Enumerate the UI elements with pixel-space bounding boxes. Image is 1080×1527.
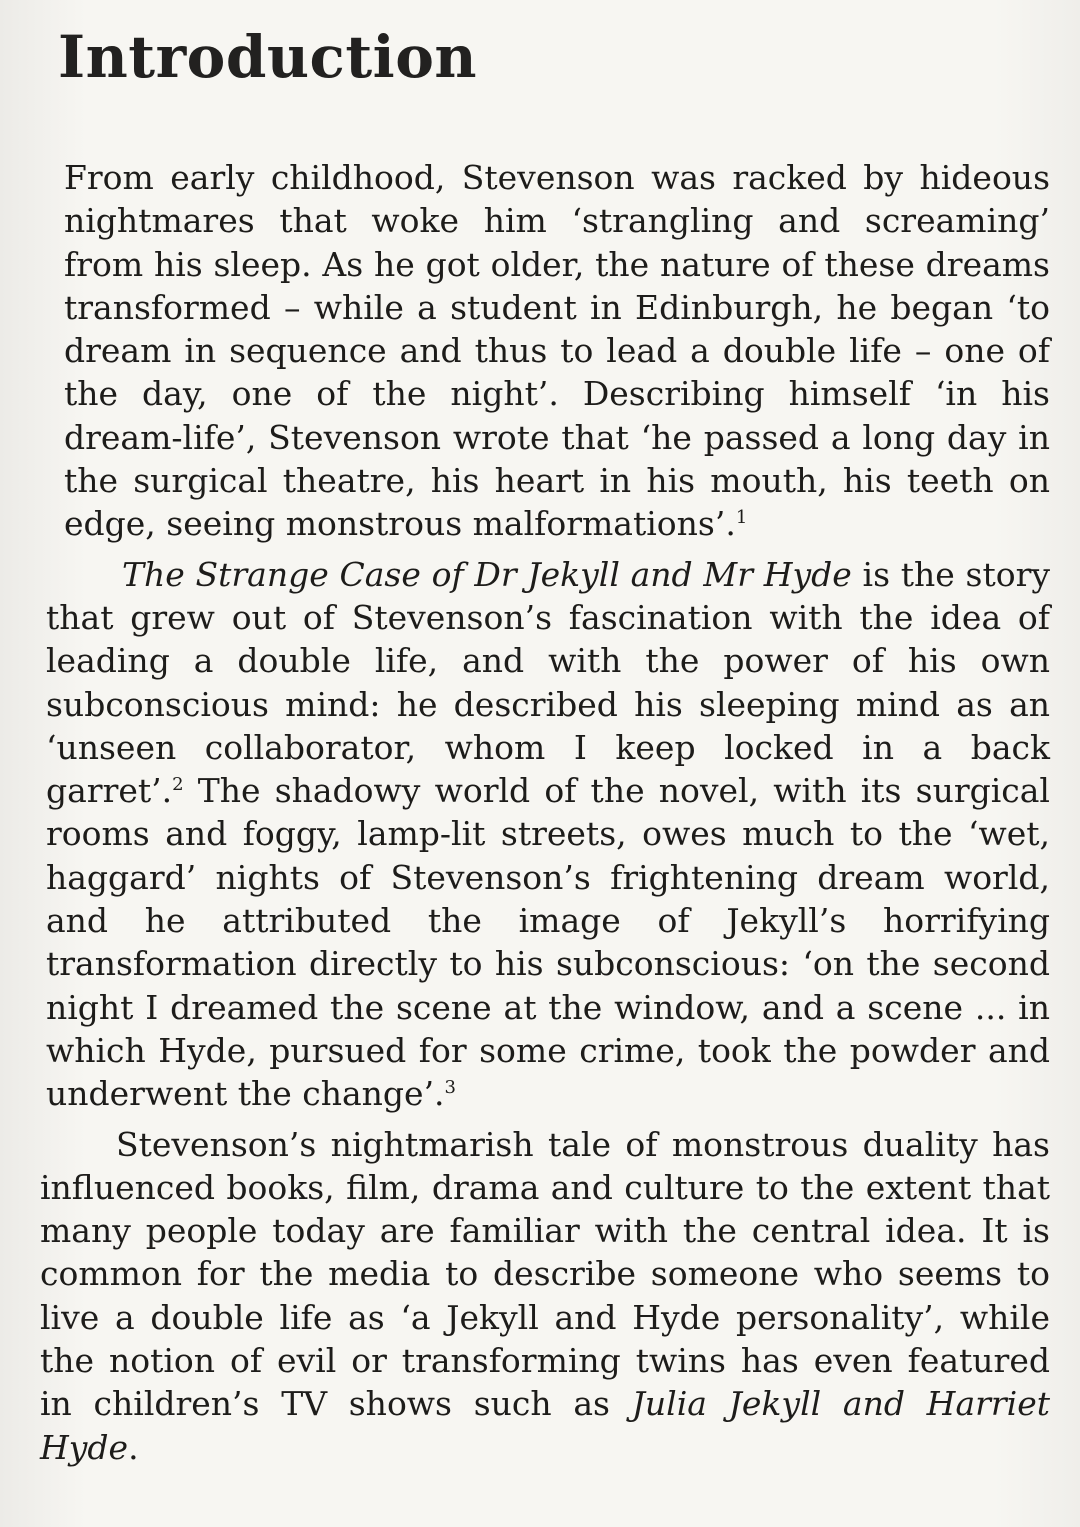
paragraph-2 — [40, 553, 1050, 1116]
footnote-marker-3: 3 — [444, 1077, 456, 1099]
footnote-marker-1: 1 — [735, 507, 748, 529]
paragraph-1-text: From early childhood, Stevenson was racked by hideous nightmares that woke him ‘strangling and screaming’ from his sleep. As he got older, the nature of these dreams transformed – while a student in Edinburgh, he began ‘to dream in sequence and thus to lead a double life – one of the day, one of the night’. Describing himself ‘in his dream-life’, Stevenson wrote that ‘he passed a long day in the surgical theatre, his heart in his mouth, his teeth on edge, seeing monstrous malformations’. — [64, 158, 1050, 544]
paragraph-2-text-b: The shadowy world of the novel, with its surgical rooms and foggy, lamp-lit streets, owes much to the ‘wet, haggard’ nights of Stevenson’s frightening dream world, and he attributed the image of Jekyll’s horrifying transformation directly to his subconscious: ‘on the second night I dreamed the scene at the window, and a scene ... in which Hyde, pursued for some crime, took the powder and underwent the change’. — [46, 771, 1050, 1114]
body-text — [40, 156, 1050, 1469]
paragraph-3 — [40, 1123, 1050, 1469]
paragraph-3-end: . — [128, 1427, 139, 1467]
paragraph-2-text-a: is the story that grew out of Stevenson’s fascination with the idea of leading a double life, and with the power of his own subconscious mind: he described his sleeping mind as an ‘unseen collaborator, whom I keep locked in a back garret’. — [46, 554, 1050, 811]
novel-title: The Strange Case of Dr Jekyll and Mr Hyde — [122, 554, 852, 594]
footnote-marker-2: 2 — [172, 774, 184, 796]
tv-show-title: Julia Jekyll and Harriet Hyde — [40, 1384, 1051, 1467]
paragraph-3-text: Stevenson’s nightmarish tale of monstrous duality has influenced books, film, drama and culture to the extent that many people today are familiar with the central idea. It is common for the media to describe someone who seems to live a double life as ‘a Jekyll and Hyde personality’, while the notion of evil or transforming twins has even featured in children’s TV shows such as — [40, 1124, 1050, 1424]
page-title: Introduction — [58, 23, 478, 91]
paragraph-1 — [40, 156, 1050, 546]
